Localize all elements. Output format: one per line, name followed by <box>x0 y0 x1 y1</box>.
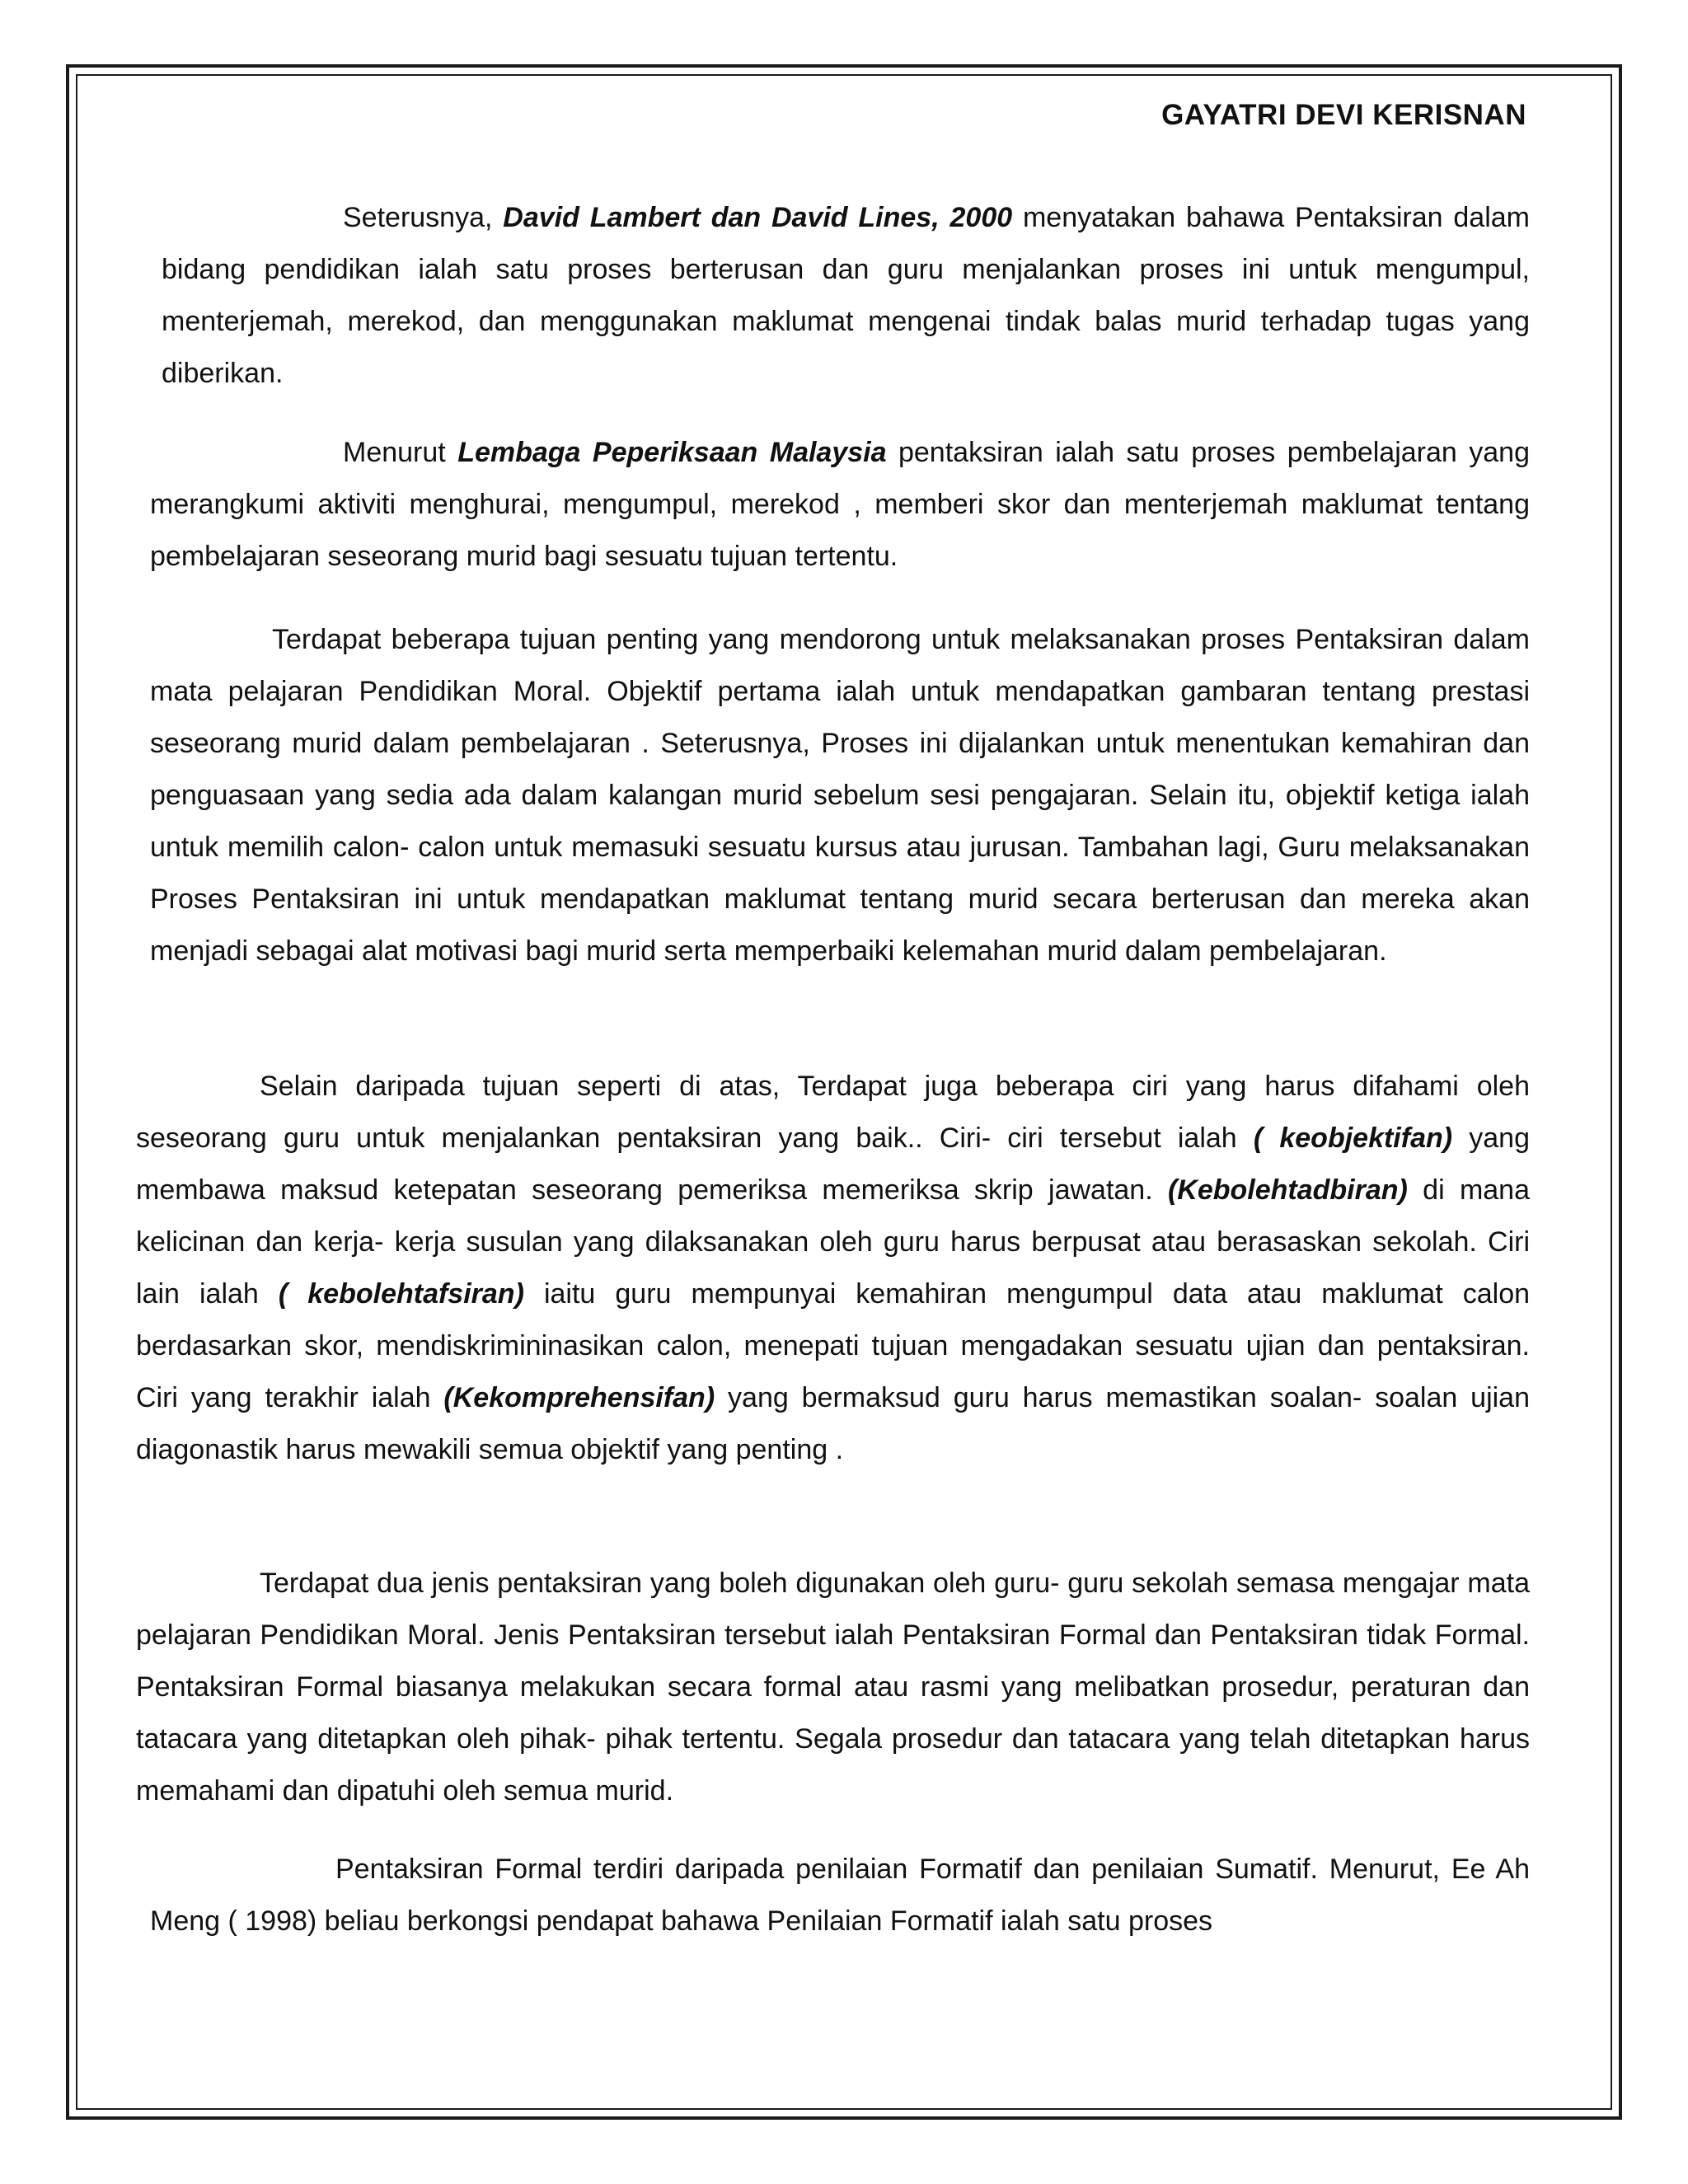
text-segment: yang bermaksud guru harus memastikan soalan- soalan ujian diagonastik harus mewakili semua objektif yang penting . <box>136 1382 1530 1465</box>
text-segment: di mana kelicinan dan kerja- kerja susulan yang dilaksanakan oleh guru harus berpusat atau berasaskan sekolah. Ciri lain ialah <box>136 1174 1530 1310</box>
text-segment: Pentaksiran Formal terdiri daripada penilaian Formatif dan penilaian Sumatif. Menurut, Ee Ah Meng ( 1998) beliau berkongsi pendapat bahawa Penilaian Formatif ialah satu proses <box>150 1854 1530 1937</box>
term-bold-italic: ( kebolehtafsiran) <box>278 1278 524 1310</box>
text-segment: menyatakan bahawa Pentaksiran dalam bidang pendidikan ialah satu proses berterusan dan guru menjalankan proses ini untuk mengumpul, menterjemah, merekod, dan menggunakan maklumat mengenai tindak balas murid terhadap tugas yang diberikan. <box>162 202 1530 389</box>
citation-bold-italic: David Lambert dan David Lines, 2000 <box>503 202 1013 233</box>
text-segment: Terdapat dua jenis pentaksiran yang boleh digunakan oleh guru- guru sekolah semasa mengajar mata pelajaran Pendidikan Moral. Jenis Pentaksiran tersebut ialah Pentaksiran Formal dan Pentaksiran tidak Formal. Pentaksiran Formal biasanya melakukan secara formal atau rasmi yang melibatkan prosedur, peraturan dan tatacara yang ditetapkan oleh pihak- pihak tertentu. Segala prosedur dan tatacara yang telah ditetapkan harus memahami dan dipatuhi oleh semua murid. <box>136 1568 1530 1807</box>
text-segment: yang membawa maksud ketepatan seseorang pemeriksa memeriksa skrip jawatan. <box>136 1122 1530 1206</box>
paragraph-2 <box>150 427 1530 583</box>
term-bold-italic: ( keobjektifan) <box>1253 1122 1453 1154</box>
term-bold-italic: (Kebolehtadbiran) <box>1167 1174 1408 1206</box>
paragraph-3 <box>150 614 1530 977</box>
text-segment: Seterusnya, <box>343 202 504 233</box>
citation-bold-italic: Lembaga Peperiksaan Malaysia <box>457 437 887 468</box>
paragraph-5 <box>136 1558 1530 1817</box>
text-segment: Selain daripada tujuan seperti di atas, Terdapat juga beberapa ciri yang harus difahami oleh seseorang guru untuk menjalankan pentaksiran yang baik.. Ciri- ciri tersebut ialah <box>136 1071 1530 1154</box>
paragraph-1 <box>162 192 1530 400</box>
term-bold-italic: (Kekomprehensifan) <box>443 1382 715 1413</box>
paragraph-6 <box>150 1844 1530 1947</box>
author-name: GAYATRI DEVI KERISNAN <box>1161 99 1526 131</box>
text-segment: Menurut <box>343 437 458 468</box>
paragraph-4 <box>136 1061 1530 1476</box>
text-segment: pentaksiran ialah satu proses pembelajaran yang merangkumi aktiviti menghurai, mengumpul, merekod , memberi skor dan menterjemah maklumat tentang pembelajaran seseorang murid bagi sesuatu tujuan tertentu. <box>150 437 1530 572</box>
text-segment: Terdapat beberapa tujuan penting yang mendorong untuk melaksanakan proses Pentaksiran dalam mata pelajaran Pendidikan Moral. Objektif pertama ialah untuk mendapatkan gambaran tentang prestasi seseorang murid dalam pembelajaran . Seterusnya, Proses ini dijalankan untuk menentukan kemahiran dan penguasaan yang sedia ada dalam kalangan murid sebelum sesi pengajaran. Selain itu, objektif ketiga ialah untuk memilih calon- calon untuk memasuki sesuatu kursus atau jurusan. Tambahan lagi, Guru melaksanakan Proses Pentaksiran ini untuk mendapatkan maklumat tentang murid secara berterusan dan mereka akan menjadi sebagai alat motivasi bagi murid serta memperbaiki kelemahan murid dalam pembelajaran. <box>150 624 1530 967</box>
text-segment: iaitu guru mempunyai kemahiran mengumpul data atau maklumat calon berdasarkan skor, mendiskrimininasikan calon, menepati tujuan mengadakan sesuatu ujian dan pentaksiran. Ciri yang terakhir ialah <box>136 1278 1531 1413</box>
